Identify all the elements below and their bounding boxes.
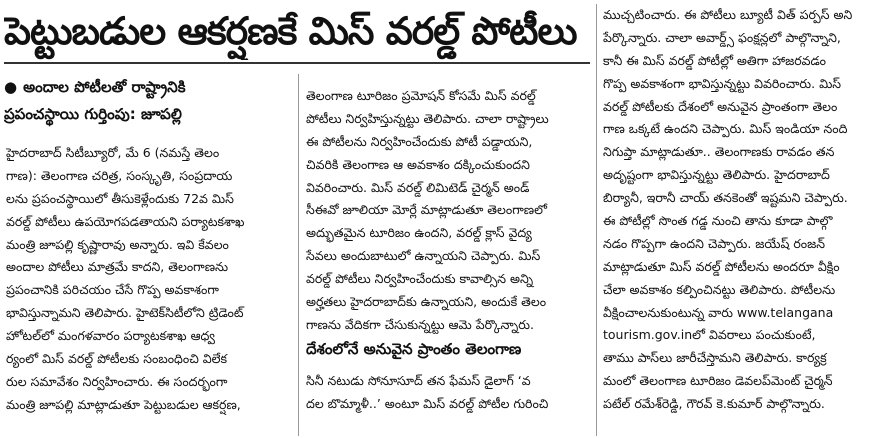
- text-line: పోటీలు నిర్వహిస్తున్నట్టు తెలిపారు. చాలా రాష్ట్రాలు: [306, 110, 549, 126]
- text-line: ఈ పోటీలను నిర్వహించేందుకు పోటీ పడ్డాయని,: [306, 133, 533, 149]
- text-line: పటేల్ రమేశ్‌రెడ్డి, గౌరవ్ కె.కుమార్ పాల్గొన్నారు.: [603, 396, 825, 412]
- text-line: గొప్ప అవకాశంగా భావిస్తున్నట్టు వివరించారు. మిస్: [603, 75, 842, 91]
- text-line: వీక్షించాలనుకుంటున్న వారు www.telangana: [603, 304, 834, 320]
- text-line: గాణ ఒక్కటే ఉందని చెప్పారు. మిస్ ఇండియా నంది: [603, 121, 848, 137]
- text-line: సీఈవో జూలియా మోర్లే మాట్లాడుతూ తెలంగాణలో: [306, 202, 547, 218]
- text-line: తాము పాస్‌లు జారీచేస్తామని తెలిపారు. కార్యక్ర: [603, 350, 827, 366]
- text-line: రుల సమావేశం నిర్వహించారు. ఈ సందర్భంగా: [6, 373, 228, 389]
- text-line: వరల్డ్ పోటీలు నిర్వహించేందుకు కావాల్సిన అన్ని: [306, 271, 534, 287]
- text-line: అదృష్టంగా భావిస్తున్నట్టు తెలిపారు. హైదరాబాద్: [603, 167, 830, 183]
- text-line: మంత్రి జూపల్లి కృష్ణారావు అన్నారు. ఇవి కేవలం: [6, 236, 229, 252]
- text-line: ఈ పోటీల్లో సొంత గడ్డ నుంచి తాను కూడా పాల్గొ: [603, 213, 833, 229]
- text-line: లను ప్రపంచస్థాయిలో తీసుకెళ్లేందుకు 72వ మిస్: [6, 190, 234, 206]
- text-line: వివరించారు. మిస్ వరల్డ్ లిమిటెడ్ చైర్మన్ అండ్: [306, 179, 530, 195]
- text-line: వరల్డ్ పోటీలు ఉపయోగపడతాయని పర్యాటకశాఖ: [6, 213, 245, 229]
- text-line: ముచ్చటించారు. ఈ పోటీలు బ్యూటీ విత్ పర్పస్ అని: [603, 7, 853, 22]
- article-column-2: [306, 85, 590, 337]
- headline-divider: [4, 62, 590, 64]
- article-column-1: [6, 142, 294, 417]
- text-line: కానీ ఈ మిస్ వరల్డ్ పోటీల్లో అతిగా హాజరవడం: [603, 52, 826, 68]
- text-line: మంత్రి జూపల్లి మాట్లాడుతూ పెట్టుబడుల ఆకర్షణ,: [6, 396, 241, 412]
- section-heading: దేశంలోనే అనువైన ప్రాంతం తెలంగాణ: [306, 340, 522, 358]
- subheadline: [4, 74, 294, 132]
- text-line: గాణ): తెలంగాణ చరిత్ర, సంస్కృతి, సంప్రదాయ: [6, 167, 233, 183]
- column-divider-2: [596, 4, 597, 436]
- text-line: బిర్యానీ, ఇరానీ చాయ్ తనకెంతో ఇష్టమని చెప్పారు.: [603, 190, 848, 206]
- text-line: దల బొమ్మాళీ..’ అంటూ మిస్ వరల్డ్ పోటీల గురించి: [306, 395, 549, 411]
- text-line: సినీ నటుడు సోనూసూద్ తన ఫేమస్ డైలాగ్ ‘వ: [306, 373, 531, 388]
- text-line: మాట్లాడుతూ మిస్ వరల్డ్ పోటీలను అందరూ వీక్షిం: [603, 258, 840, 274]
- text-line: మంలో తెలంగాణ టూరిజం డెవలప్‌మెంట్ చైర్మన్: [603, 373, 833, 389]
- headline: పెట్టుబడుల ఆకర్షణకే మిస్ వరల్డ్ పోటీలు: [4, 9, 577, 53]
- text-line: ప్రపంచానికి పరిచయం చేసే గొప్ప అవకాశంగా: [6, 282, 219, 298]
- text-line: నిగుప్తా మాట్లాడుతూ.. తెలంగాణకు రావడం తన: [603, 144, 835, 160]
- text-line: హైదరాబాద్ సిటీబ్యూరో, మే 6 (నమస్తే తెలం: [6, 145, 220, 160]
- article-column-3: [603, 4, 887, 416]
- text-line: హోటల్‌లో మంగళవారం పర్యాటకశాఖ ఆధ్వ: [6, 328, 216, 344]
- text-line: చివరికి తెలంగాణ ఆ అవకాశం దక్కించుకుందని: [306, 156, 530, 172]
- bullet-icon: ●: [4, 78, 18, 96]
- text-line: ర్యంలో మిస్ వరల్డ్ పోటీలకు సంబంధించి విలేక: [6, 351, 228, 367]
- text-line: నడం గొప్పగా ఉందని చెప్పారు. జయేష్ రంజన్: [603, 235, 826, 251]
- text-line: పేర్కొన్నారు. చాలా అవార్డ్స్ ఫంక్షన్లలో పాల్గొన్నాని,: [603, 29, 841, 45]
- text-line: వరల్డ్ పోటీలకు దేశంలో అనువైన ప్రాంతంగా తెలం: [603, 98, 838, 114]
- text-line: చేలా అవకాశం కల్పించినట్టు తెలిపారు. పోటీలను: [603, 281, 836, 297]
- text-line: గాణను వేదికగా చేసుకున్నట్టు ఆమె పేర్కొన్నారు.: [306, 316, 534, 332]
- text-line: అందాల పోటీలు మాత్రమే కాదని, తెలంగాణను: [6, 259, 229, 275]
- text-line: అర్హతలు హైదరాబాద్‌కు ఉన్నాయని, అందుకే తెలం: [306, 294, 547, 310]
- text-line: తెలంగాణ టూరిజం ప్రమోషన్ కోసమే మిస్ వరల్డ్: [306, 88, 536, 103]
- text-line: సేవలు అందుబాటులో ఉన్నాయని చెప్పారు. మిస్: [306, 248, 541, 264]
- text-line: అద్భుతమైన టూరిజం ఉందని, వరల్డ్ క్లాస్ వైద్య: [306, 225, 532, 241]
- column-divider-1: [298, 74, 299, 436]
- text-line: భావిస్తున్నామని తెలిపారు. హైటెక్‌సిటీలోని ట్రిడెంట్: [6, 305, 244, 321]
- article-column-2-continued: [306, 370, 590, 416]
- text-line: tourism.gov.inలో వివరాలు పంచుకుంటే,: [603, 327, 816, 343]
- subheadline-line-2: ప్రపంచస్థాయి గుర్తింపు: జూపల్లి: [4, 105, 182, 123]
- subheadline-line-1: ● అందాల పోటీలతో రాష్ట్రానికి: [4, 78, 186, 96]
